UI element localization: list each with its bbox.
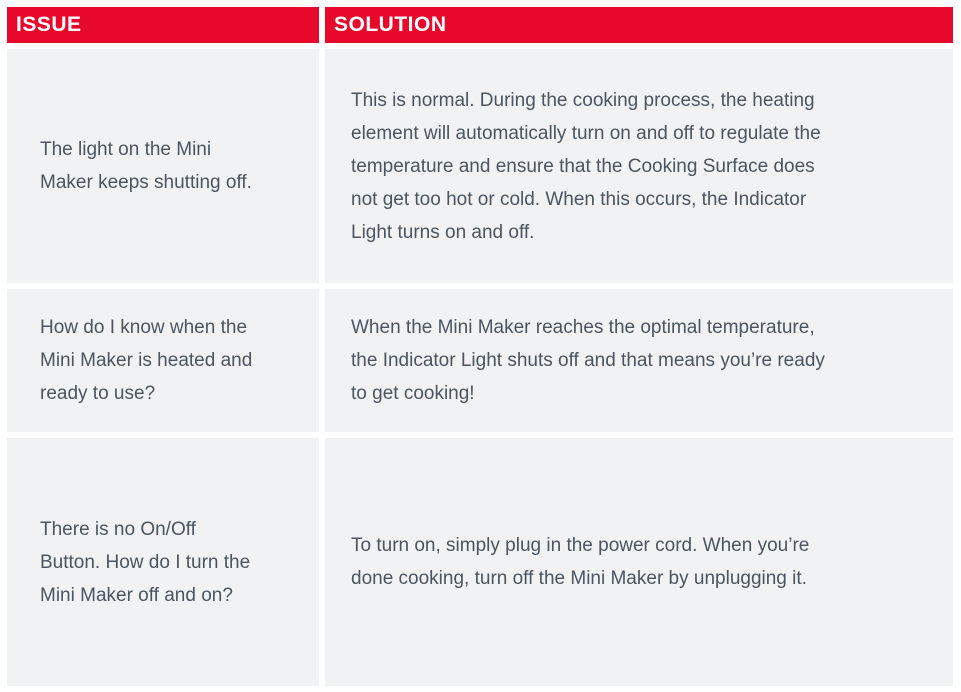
table-row-3-issue-cell	[7, 438, 319, 686]
issue-text: How do I know when the Mini Maker is heated and ready to use?	[40, 317, 253, 404]
column-header-issue: ISSUE	[7, 7, 319, 43]
solution-text: To turn on, simply plug in the power cord. When you’re done cooking, turn off the Mini Maker by unplugging it.	[351, 535, 810, 589]
issue-text: There is no On/Off Button. How do I turn the Mini Maker off and on?	[40, 518, 251, 606]
column-header-solution: SOLUTION	[325, 7, 953, 43]
issue-text: The light on the Mini Maker keeps shutting off.	[40, 139, 252, 193]
solution-text: When the Mini Maker reaches the optimal temperature, the Indicator Light shuts off and that means you’re ready to get cooking!	[351, 317, 825, 404]
table-row-1-issue-cell	[7, 49, 319, 283]
table-row-2-issue-cell	[7, 289, 319, 432]
solution-text: This is normal. During the cooking process, the heating element will automatically turn on and off to regulate the temperature and ensure that the Cooking Surface does not get too hot or cold. When this occurs, the Indicator Light turns on and off.	[351, 89, 821, 243]
table-row-3-solution-cell	[325, 438, 953, 686]
troubleshooting-table	[7, 7, 953, 686]
table-row-1-solution-cell	[325, 49, 953, 283]
table-row-2-solution-cell	[325, 289, 953, 432]
